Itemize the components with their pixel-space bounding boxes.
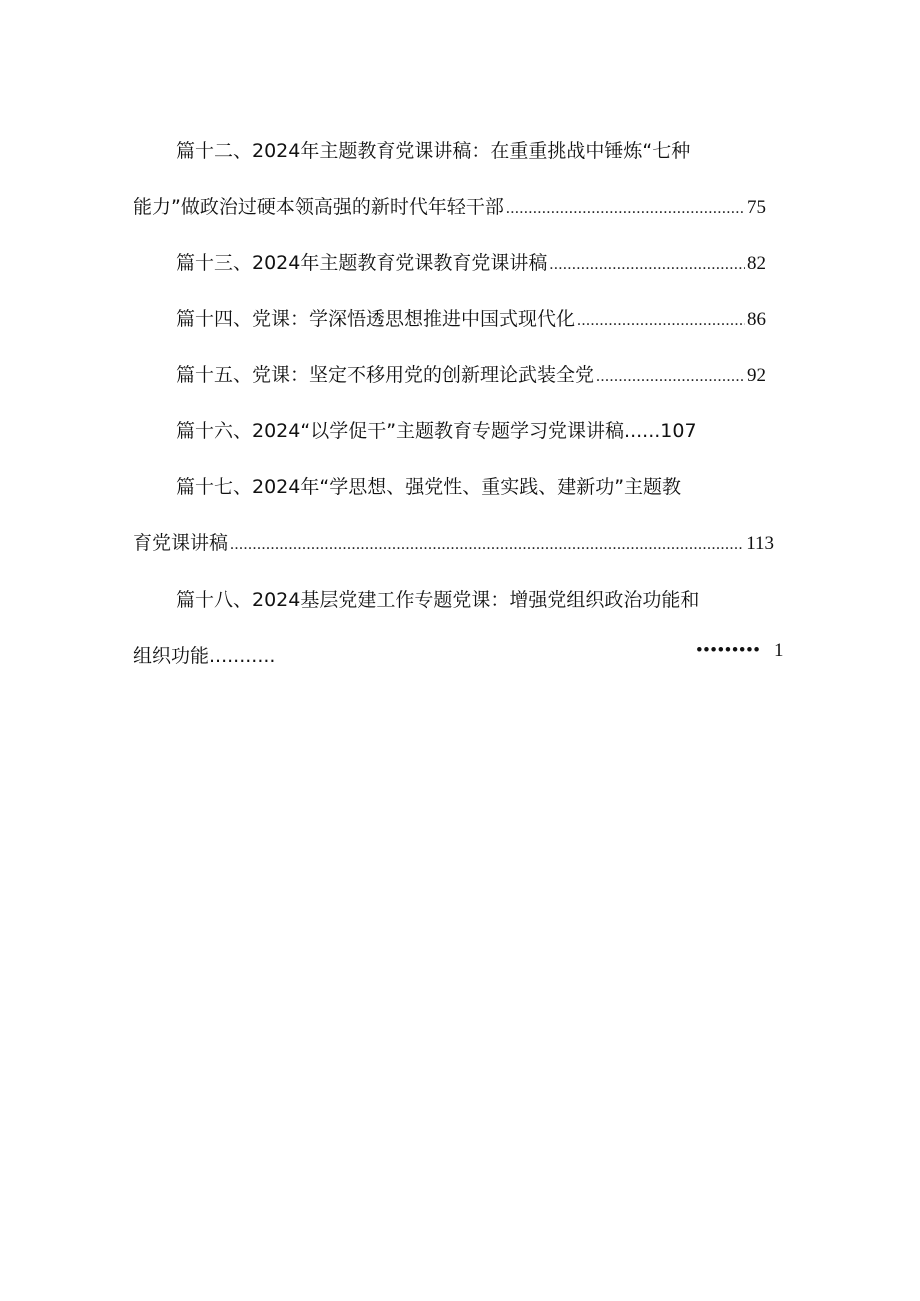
- toc-entry-14-title: 篇十四、党课：学深悟透思想推进中国式现代化: [176, 308, 576, 330]
- dot-leader: [549, 252, 745, 278]
- toc-entry-12-line-1: 篇十二、2024年主题教育党课讲稿：在重重挑战中锤炼“七种: [176, 140, 691, 162]
- toc-entry-18-page: 1: [774, 640, 784, 661]
- toc-entry-12-line-2[interactable]: [133, 194, 766, 222]
- toc-entry-17-line-1: 篇十七、2024年“学思想、强党性、重实践、建新功”主题教: [176, 476, 682, 498]
- toc-entry-14[interactable]: [176, 306, 766, 334]
- dot-leader: [577, 308, 745, 334]
- toc-entry-16[interactable]: 篇十六、2024“以学促干”主题教育专题学习党课讲稿......107: [176, 420, 697, 442]
- toc-entry-15-page: 92: [747, 365, 766, 386]
- toc-entry-17-title: 育党课讲稿: [133, 532, 229, 554]
- toc-entry-18-line-2[interactable]: 组织功能...........: [133, 645, 276, 667]
- toc-entry-13-page: 82: [747, 253, 766, 274]
- toc-entry-14-page: 86: [747, 309, 766, 330]
- toc-entry-17-page: 113: [746, 533, 774, 554]
- dot-leader: [596, 364, 745, 390]
- toc-entry-15-title: 篇十五、党课：坚定不移用党的创新理论武装全党: [176, 364, 595, 386]
- toc-entry-18-bullet-leader: •••••••••: [696, 640, 761, 661]
- toc-entry-17-line-2[interactable]: [133, 530, 774, 558]
- dot-leader: [230, 532, 744, 558]
- toc-entry-18-line-1: 篇十八、2024基层党建工作专题党课：增强党组织政治功能和: [176, 589, 700, 611]
- toc-entry-15[interactable]: [176, 362, 766, 390]
- toc-entry-12-title: 能力”做政治过硬本领高强的新时代年轻干部: [133, 196, 504, 218]
- dot-leader: [506, 196, 745, 222]
- toc-entry-13-title: 篇十三、2024年主题教育党课教育党课讲稿: [176, 252, 548, 274]
- toc-entry-13[interactable]: [176, 250, 766, 278]
- toc-entry-12-page: 75: [747, 197, 766, 218]
